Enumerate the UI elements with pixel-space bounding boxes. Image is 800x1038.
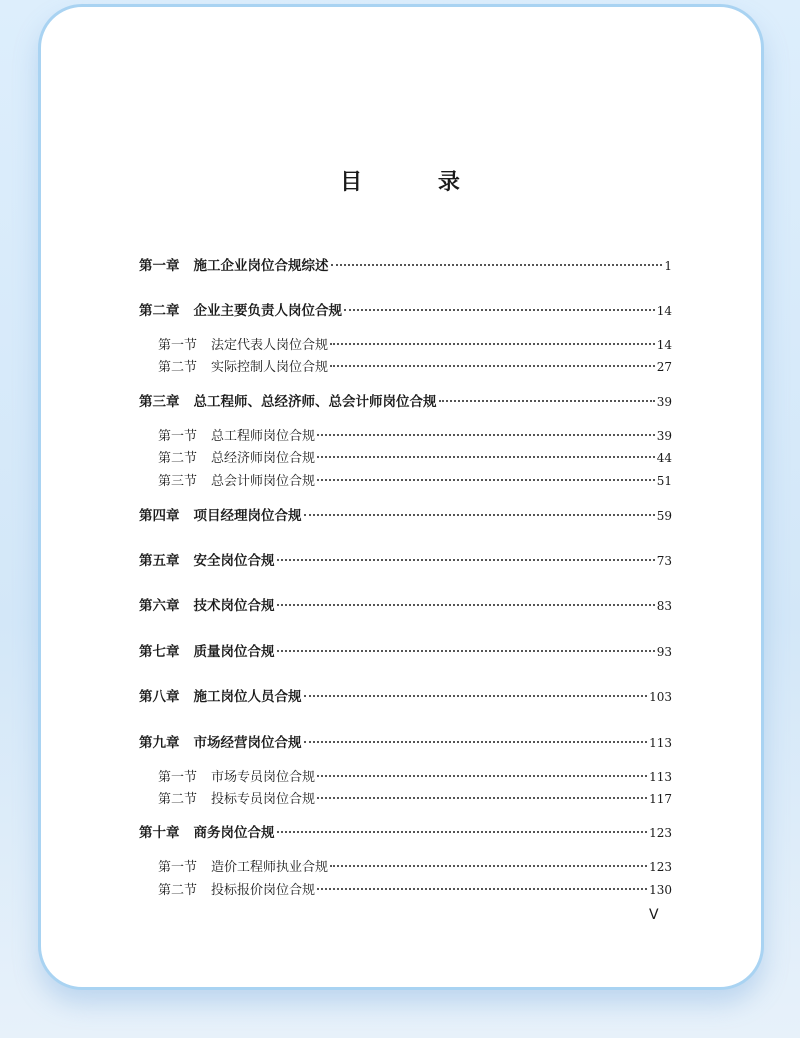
toc-label: 实际控制人岗位合规 bbox=[211, 360, 329, 375]
toc-label: 总工程师岗位合规 bbox=[211, 429, 316, 444]
toc-entry[interactable] bbox=[139, 596, 672, 616]
toc-label: 总工程师、总经济师、总会计师岗位合规 bbox=[193, 394, 437, 410]
dot-leader bbox=[330, 343, 655, 345]
toc-label: 总会计师岗位合规 bbox=[211, 474, 316, 489]
toc-number: 第一节 bbox=[158, 860, 198, 875]
toc-page: 130 bbox=[649, 883, 672, 897]
dot-leader bbox=[304, 514, 655, 516]
page-title: 目 录 bbox=[340, 169, 494, 195]
dot-leader bbox=[277, 650, 655, 652]
dot-leader bbox=[277, 559, 655, 561]
toc-entry[interactable] bbox=[158, 789, 672, 809]
toc-entry[interactable] bbox=[158, 426, 672, 446]
toc-number: 第三节 bbox=[158, 474, 198, 489]
toc-number: 第一章 bbox=[139, 258, 180, 274]
toc-number: 第二节 bbox=[158, 360, 198, 375]
toc-label: 总经济师岗位合规 bbox=[211, 451, 316, 466]
toc-label: 商务岗位合规 bbox=[193, 825, 275, 841]
toc-entry[interactable] bbox=[139, 506, 672, 526]
toc-label: 施工岗位人员合规 bbox=[193, 689, 302, 705]
toc-entry[interactable] bbox=[139, 301, 672, 321]
toc-label: 施工企业岗位合规综述 bbox=[193, 258, 329, 274]
toc-page: 123 bbox=[649, 826, 672, 840]
toc-number: 第二章 bbox=[139, 303, 180, 319]
toc-number: 第一节 bbox=[158, 338, 198, 353]
dot-leader bbox=[317, 775, 647, 777]
toc-page: 103 bbox=[649, 690, 672, 704]
toc-number: 第十章 bbox=[139, 825, 180, 841]
dot-leader bbox=[330, 365, 655, 367]
toc-entry[interactable] bbox=[139, 733, 672, 753]
toc-page: 39 bbox=[656, 395, 672, 409]
toc-label: 市场专员岗位合规 bbox=[211, 770, 316, 785]
toc-label: 安全岗位合规 bbox=[193, 553, 275, 569]
toc-entry[interactable] bbox=[139, 823, 672, 843]
page-number: V bbox=[649, 907, 659, 923]
toc-page: 93 bbox=[656, 645, 672, 659]
toc-page: 27 bbox=[656, 360, 672, 374]
dot-leader bbox=[317, 797, 647, 799]
toc-number: 第一节 bbox=[158, 770, 198, 785]
toc-page: 83 bbox=[656, 599, 672, 613]
toc-number: 第四章 bbox=[139, 508, 180, 524]
toc-entry[interactable] bbox=[158, 357, 672, 377]
toc-label: 投标报价岗位合规 bbox=[211, 883, 316, 898]
toc-label: 质量岗位合规 bbox=[193, 644, 275, 660]
toc-label: 法定代表人岗位合规 bbox=[211, 338, 329, 353]
dot-leader bbox=[344, 309, 655, 311]
dot-leader bbox=[304, 695, 648, 697]
toc-number: 第二节 bbox=[158, 883, 198, 898]
toc-page: 39 bbox=[656, 429, 672, 443]
toc-entry[interactable] bbox=[139, 551, 672, 571]
toc-number: 第一节 bbox=[158, 429, 198, 444]
toc-page: 51 bbox=[656, 474, 672, 488]
toc-number: 第二节 bbox=[158, 451, 198, 466]
toc-label: 投标专员岗位合规 bbox=[211, 792, 316, 807]
toc-page: 113 bbox=[649, 736, 672, 750]
toc-number: 第五章 bbox=[139, 553, 180, 569]
dot-leader bbox=[331, 264, 663, 266]
toc-entry[interactable] bbox=[139, 687, 672, 707]
toc-number: 第六章 bbox=[139, 598, 180, 614]
dot-leader bbox=[277, 831, 648, 833]
toc-entry[interactable] bbox=[158, 471, 672, 491]
toc-page: 73 bbox=[656, 554, 672, 568]
dot-leader bbox=[439, 400, 655, 402]
dot-leader bbox=[317, 434, 655, 436]
toc-number: 第八章 bbox=[139, 689, 180, 705]
toc-label: 企业主要负责人岗位合规 bbox=[193, 303, 342, 319]
toc-page: 123 bbox=[649, 860, 672, 874]
toc-page: 44 bbox=[656, 451, 672, 465]
dot-leader bbox=[317, 456, 655, 458]
dot-leader bbox=[330, 865, 647, 867]
dot-leader bbox=[317, 479, 655, 481]
toc-page: 113 bbox=[649, 770, 672, 784]
toc-entry[interactable] bbox=[158, 335, 672, 355]
toc-label: 项目经理岗位合规 bbox=[193, 508, 302, 524]
dot-leader bbox=[317, 888, 647, 890]
toc-page: 14 bbox=[656, 304, 672, 318]
toc-number: 第三章 bbox=[139, 394, 180, 410]
toc-entry[interactable] bbox=[139, 256, 672, 276]
toc-page: 1 bbox=[664, 259, 672, 273]
toc-label: 技术岗位合规 bbox=[193, 598, 275, 614]
toc-number: 第九章 bbox=[139, 735, 180, 751]
toc-number: 第七章 bbox=[139, 644, 180, 660]
dot-leader bbox=[304, 741, 648, 743]
dot-leader bbox=[277, 604, 655, 606]
toc-number: 第二节 bbox=[158, 792, 198, 807]
toc-entry[interactable] bbox=[139, 642, 672, 662]
toc-entry[interactable] bbox=[158, 880, 672, 900]
toc-page: 59 bbox=[656, 509, 672, 523]
toc-entry[interactable] bbox=[158, 767, 672, 787]
toc-page: 117 bbox=[649, 792, 672, 806]
toc-page: 14 bbox=[656, 338, 672, 352]
toc-entry[interactable] bbox=[158, 448, 672, 468]
toc-label: 市场经营岗位合规 bbox=[193, 735, 302, 751]
toc-entry[interactable] bbox=[139, 392, 672, 412]
toc-label: 造价工程师执业合规 bbox=[211, 860, 329, 875]
toc-entry[interactable] bbox=[158, 857, 672, 877]
